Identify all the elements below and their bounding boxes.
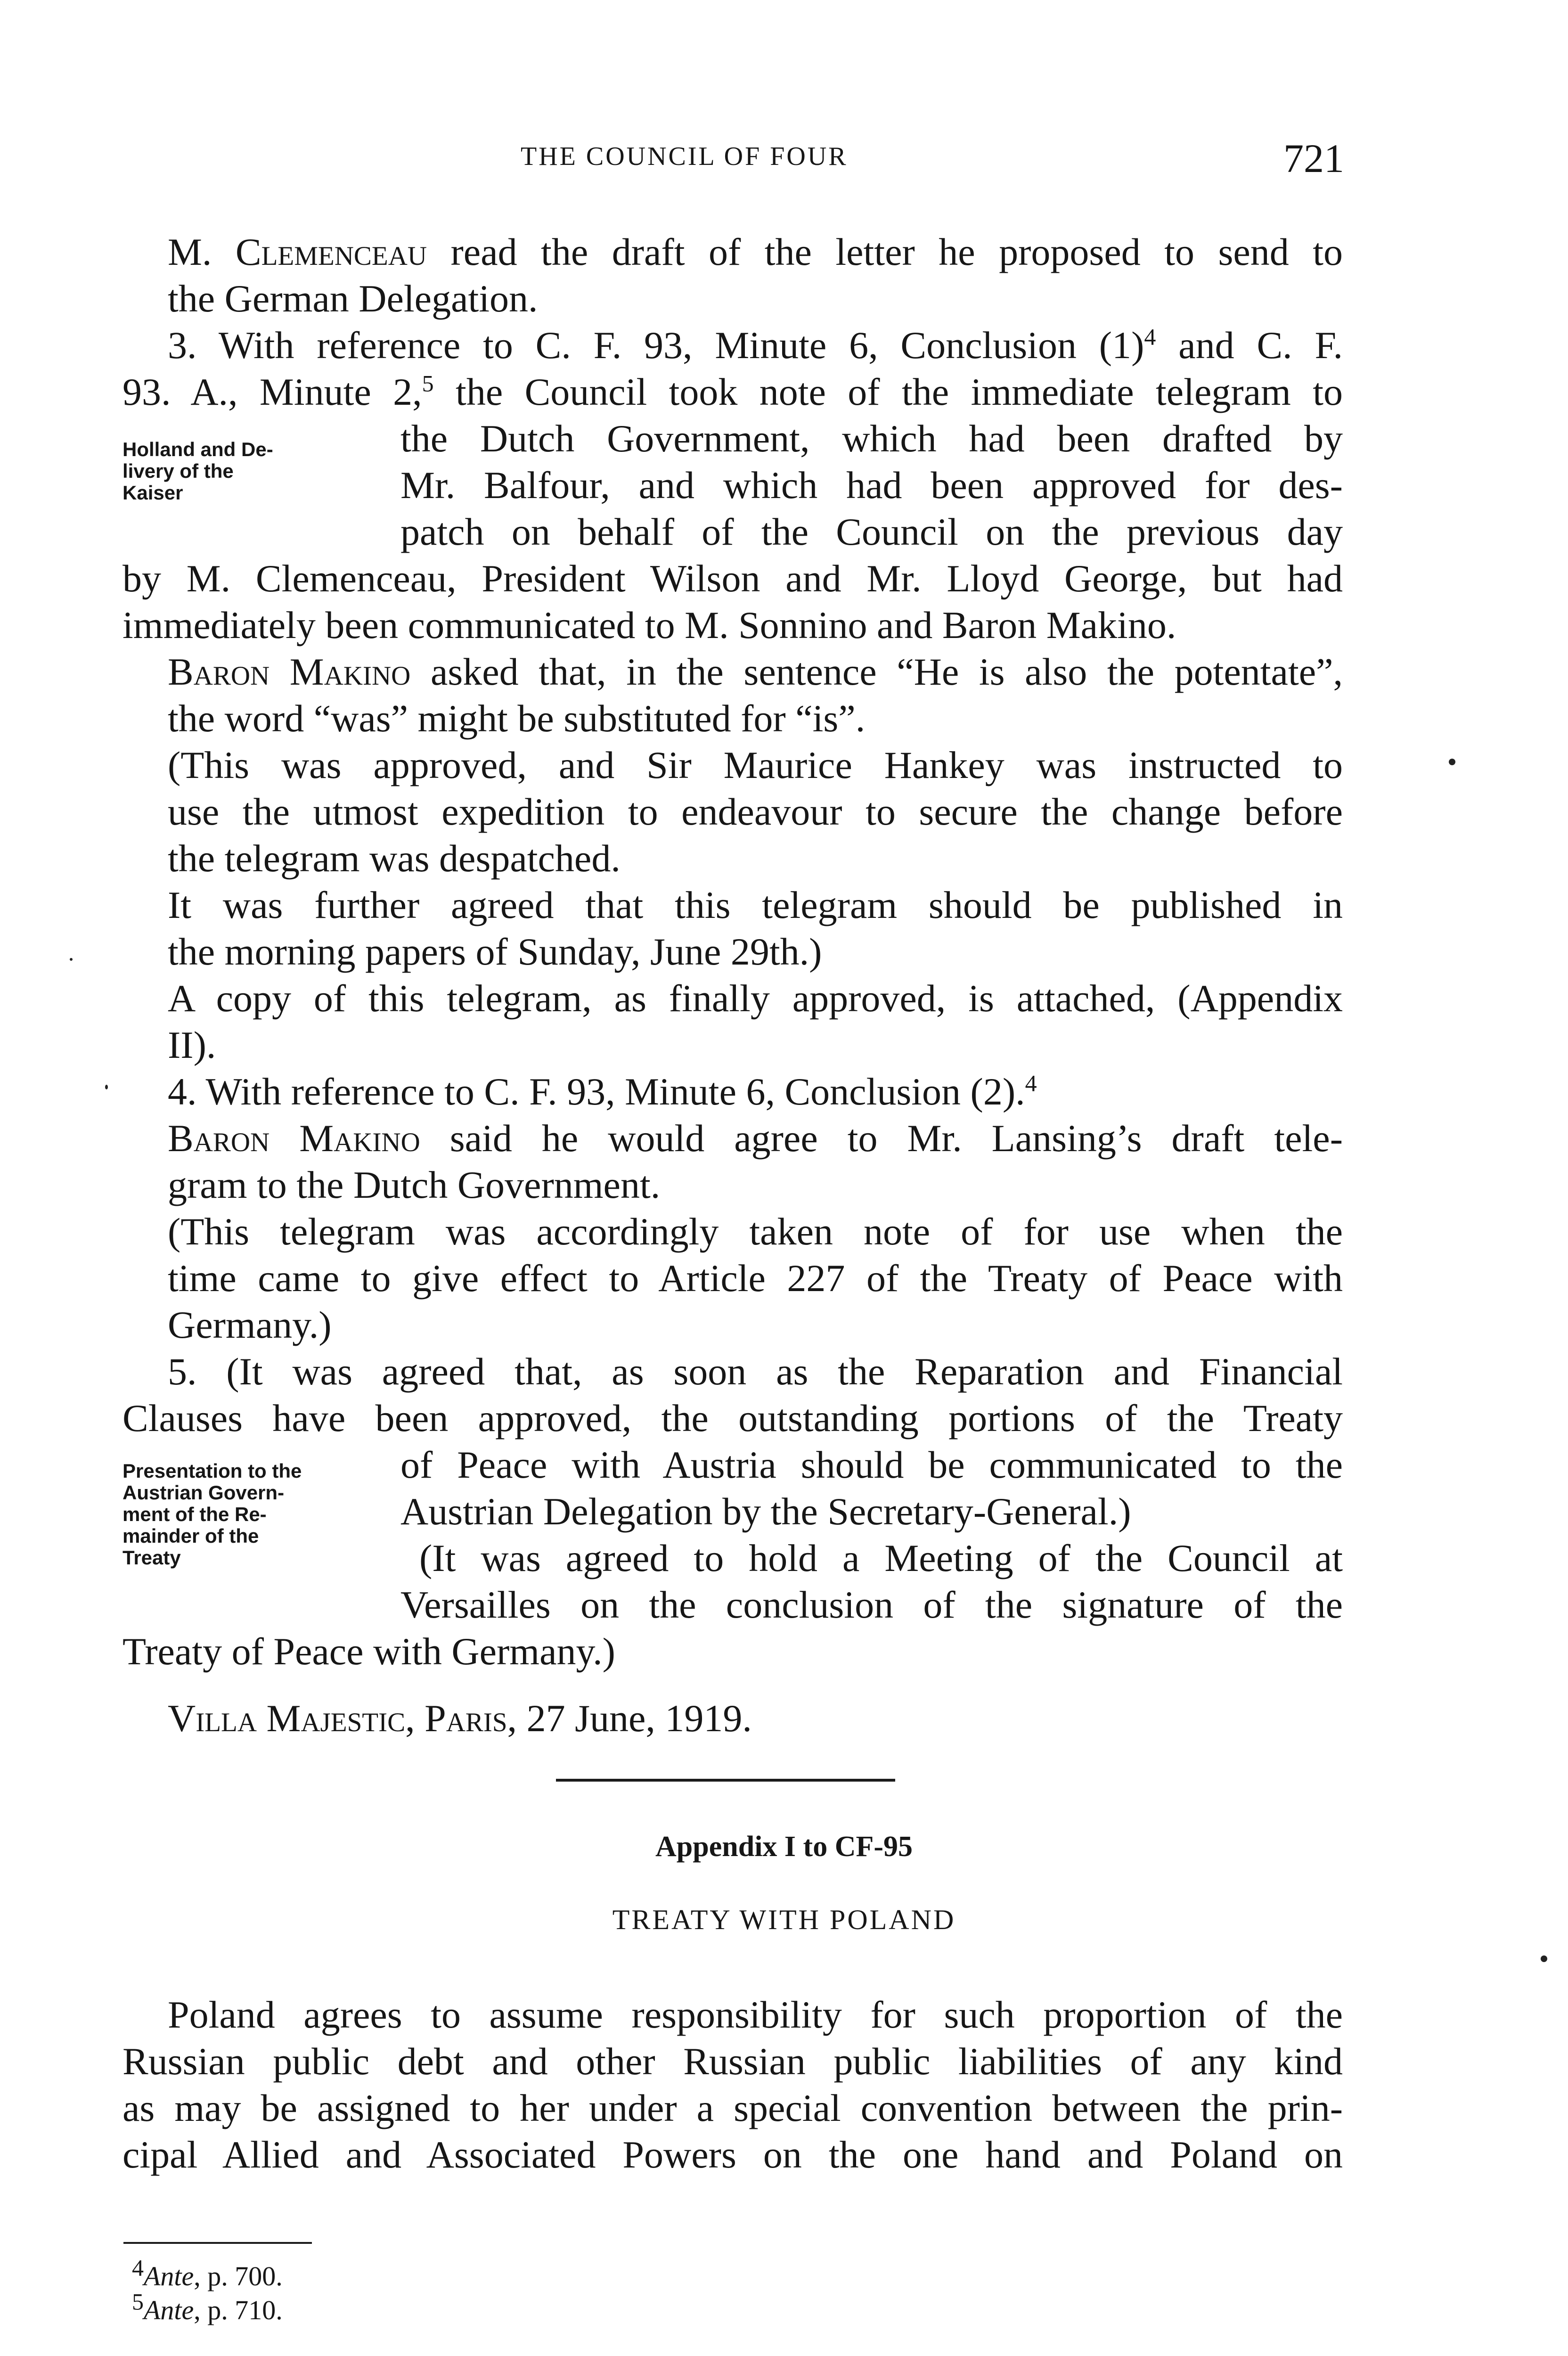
wrapped-text-block: Presentation to the Austrian Govern- ment of the Re- mainder of the Treaty of Peace with Austria should be communicated to the Austrian Delegation by the Secretary-General.) (It was agreed to hold a Meeting of the Council at Versailles on the conclusion of the signature of the	[122, 1443, 1343, 1626]
margin-note-austrian-treaty: Presentation to the Austrian Govern- ment of the Re- mainder of the Treaty	[122, 1460, 302, 1569]
speaker-name: Baron Makino	[168, 650, 411, 693]
paragraph-poland-debt: Poland agrees to assume responsibility for such proportion of the Russian public debt and other Russian public liabilities of any kind as may be assigned to her under a special convention between the prin- cipal Allied and Associated Powers on the one hand and Poland on	[122, 1993, 1343, 2176]
appendix-title: Appendix I to CF-95	[655, 1831, 913, 1863]
paragraph-makino-agree: Baron Makino said he would agree to Mr. Lansing’s draft tele- gram to the Dutch Government.	[168, 1117, 1343, 1206]
footnote-ref: 4	[1144, 323, 1156, 350]
scan-speck	[105, 1085, 108, 1089]
running-title: THE COUNCIL OF FOUR	[521, 142, 848, 171]
page-number: 721	[1283, 136, 1344, 181]
footnote-item: $^4$Ante, p. 700.	[132, 2254, 283, 2291]
scan-speck	[70, 958, 73, 961]
paragraph-item-4: 4. With reference to C. F. 93, Minute 6, Conclusion (2).$^4$	[168, 1070, 1037, 1113]
signoff-place: Villa Majestic, Paris,	[168, 1697, 517, 1740]
footnote-divider	[123, 2242, 312, 2244]
footnote-ref: 4	[1025, 1070, 1037, 1096]
paragraph-publication: It was further agreed that this telegram should be published in the morning papers of Sunday, June 29th.)	[168, 884, 1343, 973]
speaker-name: Baron Makino	[168, 1117, 420, 1160]
paragraph-appendix-reference: A copy of this telegram, as finally approved, is attached, (Appendix II).	[168, 977, 1343, 1066]
scan-speck	[1541, 1955, 1547, 1962]
paragraph-item-5: 5. (It was agreed that, as soon as the Reparation and Financial Clauses have been approved, the outstanding portions of the Treaty Presentation to the Austrian Govern- ment of the Re- mainder of the Treaty of Peace with Austria should be communicated to the Austrian Delegation by the Secretary-General.) (It was agreed to hold a Meeting of the Council at Versailles on the conclusion of the signature of the Treaty of Peace with Germany.)	[122, 1350, 1343, 1673]
scan-speck	[1449, 759, 1455, 765]
margin-note-holland-kaiser: Holland and De- livery of the Kaiser	[122, 438, 273, 504]
paragraph-clemenceau-letter: M. Clemenceau read the draft of the letter he proposed to send to the German Delegation.	[168, 230, 1343, 320]
footnote-item: $^5$Ante, p. 710.	[132, 2288, 283, 2325]
wrapped-text-block: Holland and De- livery of the Kaiser the Dutch Government, which had been drafted by Mr. Balfour, and which had been approved for des- patch on behalf of the Council on the previous day	[122, 417, 1343, 553]
footnotes	[132, 2254, 283, 2327]
section-divider	[556, 1779, 895, 1782]
speaker-name: M. Clemenceau	[168, 230, 427, 273]
paragraph-article-227: (This telegram was accordingly taken note of for use when the time came to give effect to Article 227 of the Treaty of Peace with Germany.)	[168, 1210, 1343, 1346]
signoff-date: 27 June, 1919.	[526, 1697, 752, 1740]
appendix-subtitle: TREATY WITH POLAND	[612, 1904, 956, 1935]
signoff	[122, 1695, 1343, 1742]
paragraph-makino-wording: Baron Makino asked that, in the sentence “He is also the potentate”, the word “was” might be substituted for “is”.	[168, 650, 1343, 740]
footnote-ref: 5	[422, 370, 434, 397]
paragraph-dutch-telegram: 3. With reference to C. F. 93, Minute 6, Conclusion $(1)^4$ and C. F. 93. A., Minute 2,$^5$ the Council took note of the immediate telegram to Holland and De- livery of the Kaiser the Dutch Government, which had been drafted by Mr. Balfour, and which had been approved for des- patch on behalf of the Council on the previous day by M. Clemenceau, President Wilson and Mr. Lloyd George, but had immediately been communicated to M. Sonnino and Baron Makino.	[122, 323, 1343, 646]
paragraph-hankey-instruction: (This was approved, and Sir Maurice Hankey was instructed to use the utmost expedition to endeavour to secure the change before the telegram was despatched.	[168, 744, 1343, 880]
